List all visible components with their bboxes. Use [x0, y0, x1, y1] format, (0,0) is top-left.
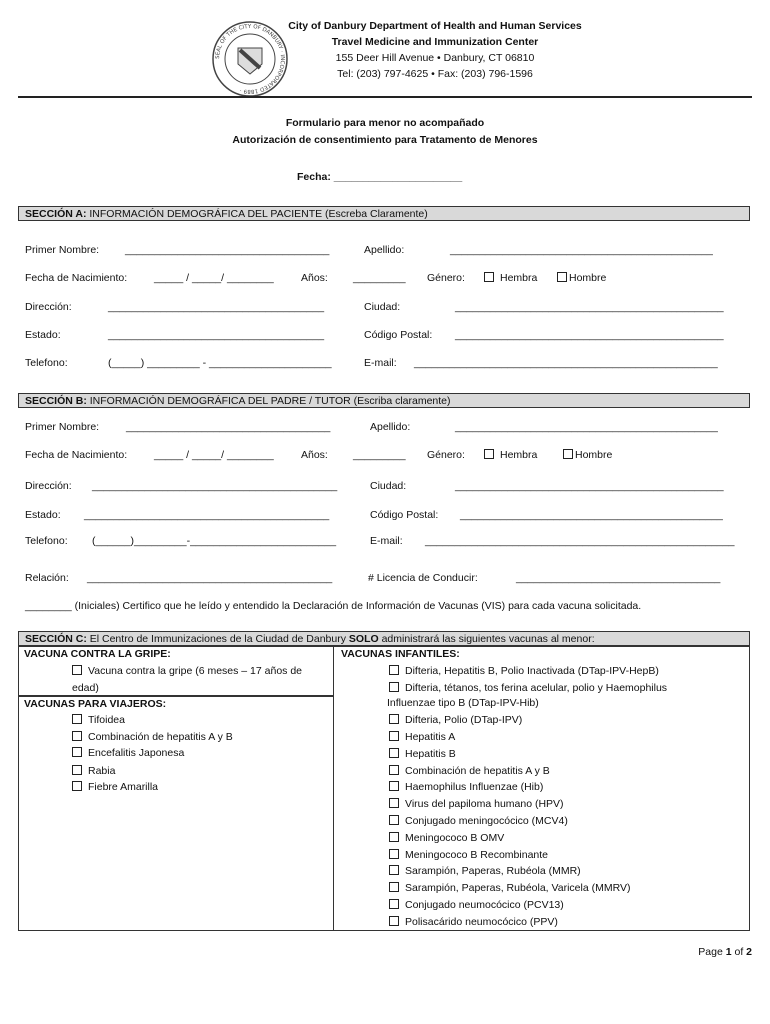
section-c-title-1: El Centro de Immunizaciones de la Ciudad de Danbury — [86, 633, 349, 645]
a-address-label: Dirección: — [25, 301, 72, 313]
a-age-field[interactable]: _________ — [353, 272, 406, 284]
b-email-label: E-mail: — [370, 535, 403, 547]
infantiles-item[interactable] — [389, 899, 564, 911]
header-divider — [18, 96, 752, 98]
infantiles-item[interactable] — [389, 798, 564, 810]
vis-certification[interactable]: ________ (Iniciales) Certifico que he leído y entendido la Declaración de Información de Vacunas (VIS) para cada vacuna solicitada. — [25, 600, 642, 612]
page-total: 2 — [746, 946, 752, 958]
page-of: of — [731, 946, 747, 958]
a-gender-female[interactable] — [484, 272, 537, 284]
a-gender-label: Género: — [427, 272, 465, 284]
b-gender-female[interactable] — [484, 449, 537, 461]
infantiles-item[interactable] — [389, 682, 667, 694]
a-state-field[interactable]: _____________________________________ — [108, 329, 325, 341]
checkbox-icon[interactable] — [389, 798, 399, 808]
infantiles-item[interactable] — [389, 665, 659, 677]
infantiles-item[interactable] — [389, 714, 522, 726]
vaccine-label: Difteria, tétanos, tos ferina acelular, polio y Haemophilus — [405, 682, 668, 694]
infantiles-item[interactable] — [389, 731, 455, 743]
section-b-header — [18, 393, 750, 408]
gripe-header: VACUNA CONTRA LA GRIPE: — [24, 648, 171, 660]
section-c-solo: SOLO — [348, 633, 379, 645]
a-address-field[interactable]: _____________________________________ — [108, 301, 325, 313]
checkbox-icon[interactable] — [72, 731, 82, 741]
checkbox-icon[interactable] — [389, 682, 399, 692]
a-dob-label: Fecha de Nacimiento: — [25, 272, 128, 284]
gripe-item[interactable] — [72, 665, 302, 677]
checkbox-icon[interactable] — [389, 899, 399, 909]
b-address-label: Dirección: — [25, 480, 72, 492]
section-c-label: SECCIÓN C: — [25, 633, 87, 645]
checkbox-icon[interactable] — [389, 832, 399, 842]
b-address-field[interactable]: __________________________________________ — [92, 480, 338, 492]
b-dob-label: Fecha de Nacimiento: — [25, 449, 128, 461]
b-gender-male[interactable] — [563, 449, 612, 461]
vaccine-label: Fiebre Amarilla — [88, 781, 159, 793]
b-zip-field[interactable]: _____________________________________________ — [460, 509, 723, 521]
vaccine-label: Virus del papiloma humano (HPV) — [405, 798, 564, 810]
b-zip-label: Código Postal: — [370, 509, 439, 521]
viajeros-item[interactable] — [72, 747, 184, 759]
page-current: 1 — [725, 946, 732, 958]
page-number — [698, 946, 752, 958]
section-a-header — [18, 206, 750, 221]
infantiles-item[interactable] — [389, 865, 581, 877]
vaccine-label: Rabia — [88, 765, 116, 777]
form-subtitle: Autorización de consentimiento para Tratamento de Menores — [232, 134, 538, 146]
a-dob-field[interactable]: _____ / _____/ ________ — [154, 272, 274, 284]
a-state-label: Estado: — [25, 329, 61, 341]
vaccine-label: Combinación de hepatitis A y B — [405, 765, 550, 777]
infantiles-item[interactable] — [389, 781, 543, 793]
vaccine-label: Polisacárido neumocócico (PPV) — [405, 916, 558, 928]
center-name: Travel Medicine and Immunization Center — [331, 36, 539, 48]
vaccine-label: Haemophilus Influenzae (Hib) — [405, 781, 544, 793]
viajeros-item[interactable] — [72, 781, 158, 793]
b-last-name-field[interactable]: _____________________________________________ — [455, 421, 718, 433]
a-phone-field[interactable]: (_____) _________ - _____________________ — [108, 357, 332, 369]
section-a-label: SECCIÓN A: — [25, 208, 87, 220]
vaccine-label: Hepatitis A — [405, 731, 456, 743]
vaccine-label: Meningococo B Recombinante — [405, 849, 549, 861]
vaccine-label: Conjugado neumocócico (PCV13) — [405, 899, 564, 911]
a-city-field[interactable]: ______________________________________________ — [455, 301, 724, 313]
vaccine-label: Difteria, Hepatitis B, Polio Inactivada (DTap-IPV-HepB) — [405, 665, 659, 677]
address: 155 Deer Hill Avenue • Danbury, CT 06810 — [335, 52, 535, 64]
checkbox-icon[interactable] — [72, 781, 82, 791]
infantiles-item[interactable] — [389, 916, 558, 928]
checkbox-icon[interactable] — [557, 272, 567, 282]
infantiles-item[interactable] — [389, 815, 568, 827]
page-prefix: Page — [698, 946, 726, 958]
vaccine-label: Combinación de hepatitis A y B — [88, 731, 233, 743]
b-relation-field[interactable]: __________________________________________ — [87, 572, 333, 584]
section-c-header — [18, 631, 750, 646]
gripe-item-label: Vacuna contra la gripe (6 meses – 17 años de — [88, 665, 303, 677]
a-first-name-label: Primer Nombre: — [25, 244, 100, 256]
checkbox-icon[interactable] — [389, 882, 399, 892]
infantiles-item[interactable] — [389, 849, 548, 861]
b-email-field[interactable]: _____________________________________________________ — [425, 535, 735, 547]
viajeros-item[interactable] — [72, 714, 125, 726]
a-email-label: E-mail: — [364, 357, 397, 369]
fecha-field[interactable]: Fecha: ______________________ — [297, 171, 463, 183]
checkbox-icon[interactable] — [389, 916, 399, 926]
b-state-field[interactable]: __________________________________________ — [84, 509, 330, 521]
a-hombre-label: Hombre — [569, 272, 607, 284]
checkbox-icon[interactable] — [389, 849, 399, 859]
vaccine-label: Hepatitis B — [405, 748, 456, 760]
checkbox-icon[interactable] — [389, 714, 399, 724]
gripe-item-cont: edad) — [72, 682, 99, 694]
checkbox-icon[interactable] — [389, 865, 399, 875]
a-first-name-field[interactable]: ___________________________________ — [125, 244, 330, 256]
b-hombre-label: Hombre — [575, 449, 613, 461]
section-b-title: INFORMACIÓN DEMOGRÁFICA DEL PADRE / TUTOR (Escriba claramente) — [86, 395, 451, 407]
vaccine-label: Sarampión, Paperas, Rubéola (MMR) — [405, 865, 581, 877]
checkbox-icon[interactable] — [72, 747, 82, 757]
checkbox-icon[interactable] — [484, 449, 494, 459]
form-title: Formulario para menor no acompañado — [285, 117, 485, 129]
b-gender-label: Género: — [427, 449, 465, 461]
section-c-title-2: administrará las siguientes vacunas al menor: — [378, 633, 595, 645]
vaccine-label: Conjugado meningocócico (MCV4) — [405, 815, 568, 827]
a-phone-label: Telefono: — [25, 357, 68, 369]
vaccine-label: Encefalitis Japonesa — [88, 747, 185, 759]
b-license-label: # Licencia de Conducir: — [368, 572, 478, 584]
a-gender-male[interactable] — [557, 272, 606, 284]
a-hembra-label: Hembra — [500, 272, 538, 284]
b-state-label: Estado: — [25, 509, 61, 521]
vaccine-label: Meningococo B OMV — [405, 832, 505, 844]
checkbox-icon[interactable] — [389, 765, 399, 775]
checkbox-icon[interactable] — [484, 272, 494, 282]
b-license-field[interactable]: ___________________________________ — [516, 572, 721, 584]
b-relation-label: Relación: — [25, 572, 69, 584]
checkbox-icon[interactable] — [389, 665, 399, 675]
viajeros-item[interactable] — [72, 765, 115, 777]
a-zip-field[interactable]: ______________________________________________ — [455, 329, 724, 341]
svg-text:SEAL OF THE CITY OF DANBURY ·: SEAL OF THE CITY OF DANBURY · INCORPORATED 1889 · — [214, 23, 286, 95]
checkbox-icon[interactable] — [389, 815, 399, 825]
b-phone-label: Telefono: — [25, 535, 68, 547]
b-city-label: Ciudad: — [370, 480, 407, 492]
checkbox-icon[interactable] — [72, 714, 82, 724]
infantiles-item[interactable] — [389, 882, 630, 894]
section-a-title: INFORMACIÓN DEMOGRÁFICA DEL PACIENTE (Escreba Claramente) — [86, 208, 428, 220]
section-b-label: SECCIÓN B: — [25, 395, 87, 407]
b-first-name-label: Primer Nombre: — [25, 421, 100, 433]
vaccine-label: Tifoidea — [88, 714, 125, 726]
viajeros-header: VACUNAS PARA VIAJEROS: — [24, 698, 167, 710]
b-age-field[interactable]: _________ — [353, 449, 406, 461]
b-dob-field[interactable]: _____ / _____/ ________ — [154, 449, 274, 461]
infantiles-item[interactable] — [389, 748, 456, 760]
b-first-name-field[interactable]: ___________________________________ — [126, 421, 331, 433]
a-email-field[interactable]: ____________________________________________________ — [414, 357, 718, 369]
infantiles-item-cont: Influenzae tipo B (DTap-IPV-Hib) — [387, 697, 539, 709]
infantiles-header: VACUNAS INFANTILES: — [341, 648, 460, 660]
checkbox-icon[interactable] — [389, 781, 399, 791]
a-last-name-field[interactable]: _____________________________________________ — [450, 244, 713, 256]
letterhead — [260, 18, 610, 82]
checkbox-icon[interactable] — [72, 765, 82, 775]
a-last-name-label: Apellido: — [364, 244, 405, 256]
checkbox-icon[interactable] — [389, 731, 399, 741]
b-city-field[interactable]: ______________________________________________ — [455, 480, 724, 492]
b-phone-field[interactable]: (______)_________-_________________________ — [92, 535, 337, 547]
a-city-label: Ciudad: — [364, 301, 401, 313]
checkbox-icon[interactable] — [72, 665, 82, 675]
b-age-label: Años: — [301, 449, 328, 461]
infantiles-item[interactable] — [389, 765, 550, 777]
a-zip-label: Código Postal: — [364, 329, 433, 341]
checkbox-icon[interactable] — [563, 449, 573, 459]
phone-fax: Tel: (203) 797-4625 • Fax: (203) 796-1596 — [337, 68, 533, 80]
checkbox-icon[interactable] — [389, 748, 399, 758]
viajeros-item[interactable] — [72, 731, 233, 743]
b-last-name-label: Apellido: — [370, 421, 411, 433]
infantiles-item[interactable] — [389, 832, 504, 844]
vaccine-label: Sarampión, Paperas, Rubéola, Varicela (MMRV) — [405, 882, 631, 894]
dept-name: City of Danbury Department of Health and Human Services — [288, 20, 582, 32]
vaccine-label: Difteria, Polio (DTap-IPV) — [405, 714, 523, 726]
b-hembra-label: Hembra — [500, 449, 538, 461]
a-age-label: Años: — [301, 272, 328, 284]
